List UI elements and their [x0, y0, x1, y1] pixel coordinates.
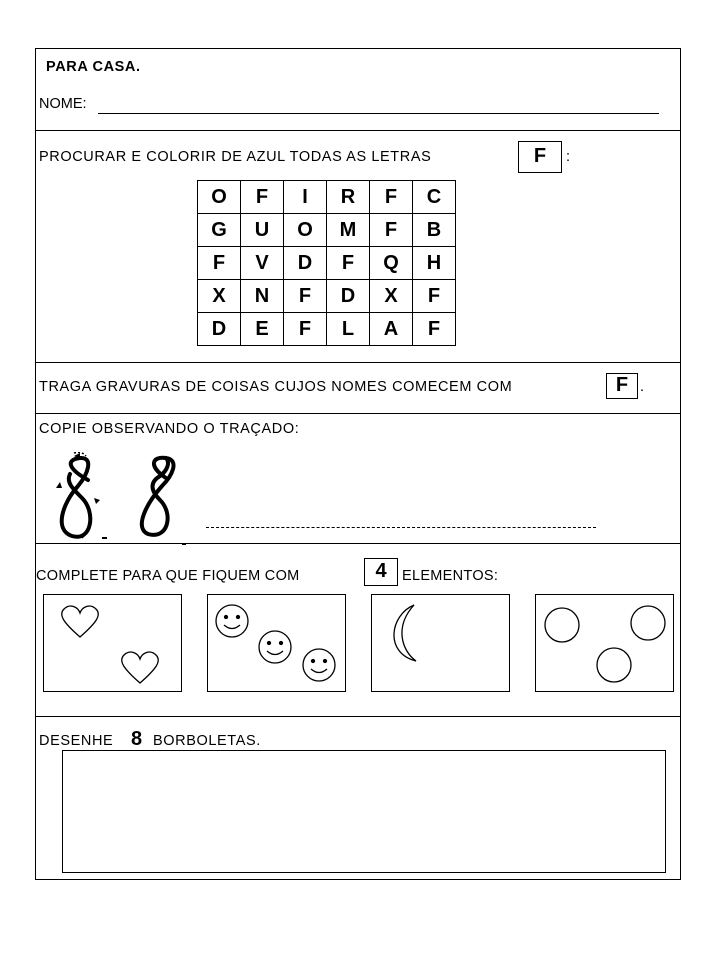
moon-icon — [394, 605, 416, 661]
circle-icon — [545, 608, 579, 642]
grid-cell[interactable]: F — [413, 280, 456, 313]
smiley-icon — [216, 605, 248, 637]
copy-writing-line[interactable] — [206, 527, 596, 528]
traced-digit-eight — [48, 452, 208, 547]
name-field[interactable] — [98, 113, 659, 114]
smileys-panel[interactable] — [207, 594, 346, 692]
draw-instruction-after: BORBOLETAS. — [153, 733, 261, 749]
heart-icon — [122, 652, 159, 683]
grid-cell[interactable]: D — [198, 313, 241, 346]
count-box: 4 — [364, 558, 398, 586]
name-label: NOME: — [39, 96, 87, 112]
pictures-letter-box: F — [606, 373, 638, 399]
grid-cell[interactable]: D — [327, 280, 370, 313]
grid-cell[interactable]: V — [241, 247, 284, 280]
copy-instruction: COPIE OBSERVANDO O TRAÇADO: — [39, 421, 300, 437]
pictures-period: . — [640, 379, 645, 395]
copy-section — [36, 414, 680, 544]
grid-cell[interactable]: B — [413, 214, 456, 247]
hearts-panel[interactable] — [43, 594, 182, 692]
grid-cell[interactable]: F — [413, 313, 456, 346]
grid-cell[interactable]: D — [284, 247, 327, 280]
grid-cell[interactable]: F — [370, 181, 413, 214]
grid-cell[interactable]: O — [198, 181, 241, 214]
grid-cell[interactable]: O — [284, 214, 327, 247]
grid-cell[interactable]: F — [370, 214, 413, 247]
complete-instruction: COMPLETE PARA QUE FIQUEM COM — [36, 568, 300, 584]
grid-cell[interactable]: N — [241, 280, 284, 313]
worksheet-title: PARA CASA. — [46, 59, 141, 75]
complete-instruction-suffix: ELEMENTOS: — [402, 568, 499, 584]
grid-cell[interactable]: Q — [370, 247, 413, 280]
grid-row — [198, 181, 456, 214]
grid-cell[interactable]: L — [327, 313, 370, 346]
grid-cell[interactable]: M — [327, 214, 370, 247]
moon-panel[interactable] — [371, 594, 510, 692]
grid-cell[interactable]: I — [284, 181, 327, 214]
grid-row — [198, 313, 456, 346]
circles-panel[interactable] — [535, 594, 674, 692]
grid-cell[interactable]: X — [198, 280, 241, 313]
smiley-icon — [303, 649, 335, 681]
draw-instruction-before: DESENHE — [39, 733, 114, 749]
circle-icon — [597, 648, 631, 682]
guided-eight-stroke — [62, 458, 91, 537]
target-letter-box: F — [518, 141, 562, 173]
search-colon: : — [566, 149, 571, 165]
pictures-instruction: TRAGA GRAVURAS DE COISAS CUJOS NOMES COMECEM COM — [39, 379, 513, 395]
heart-icon — [62, 606, 99, 637]
grid-row — [198, 280, 456, 313]
grid-row — [198, 247, 456, 280]
drawing-area[interactable] — [62, 750, 666, 873]
grid-cell[interactable]: C — [413, 181, 456, 214]
pictures-section — [36, 363, 680, 414]
grid-cell[interactable]: R — [327, 181, 370, 214]
grid-cell[interactable]: E — [241, 313, 284, 346]
grid-cell[interactable]: F — [284, 313, 327, 346]
grid-cell[interactable]: H — [413, 247, 456, 280]
smiley-icon — [259, 631, 291, 663]
grid-cell[interactable]: G — [198, 214, 241, 247]
grid-cell[interactable]: U — [241, 214, 284, 247]
arrow-right-icon — [94, 498, 100, 504]
worksheet — [35, 48, 681, 880]
letter-grid — [197, 180, 456, 346]
grid-cell[interactable]: A — [370, 313, 413, 346]
grid-cell[interactable]: F — [327, 247, 370, 280]
grid-cell[interactable]: F — [198, 247, 241, 280]
grid-cell[interactable]: F — [241, 181, 284, 214]
arrow-left-icon — [56, 482, 62, 488]
grid-row — [198, 214, 456, 247]
grid-cell[interactable]: X — [370, 280, 413, 313]
search-instruction: PROCURAR E COLORIR DE AZUL TODAS AS LETRAS — [39, 149, 432, 165]
circle-icon — [631, 606, 665, 640]
grid-cell[interactable]: F — [284, 280, 327, 313]
cursive-eight-stroke — [142, 458, 174, 535]
draw-number: 8 — [131, 728, 143, 750]
header-section — [36, 49, 680, 131]
